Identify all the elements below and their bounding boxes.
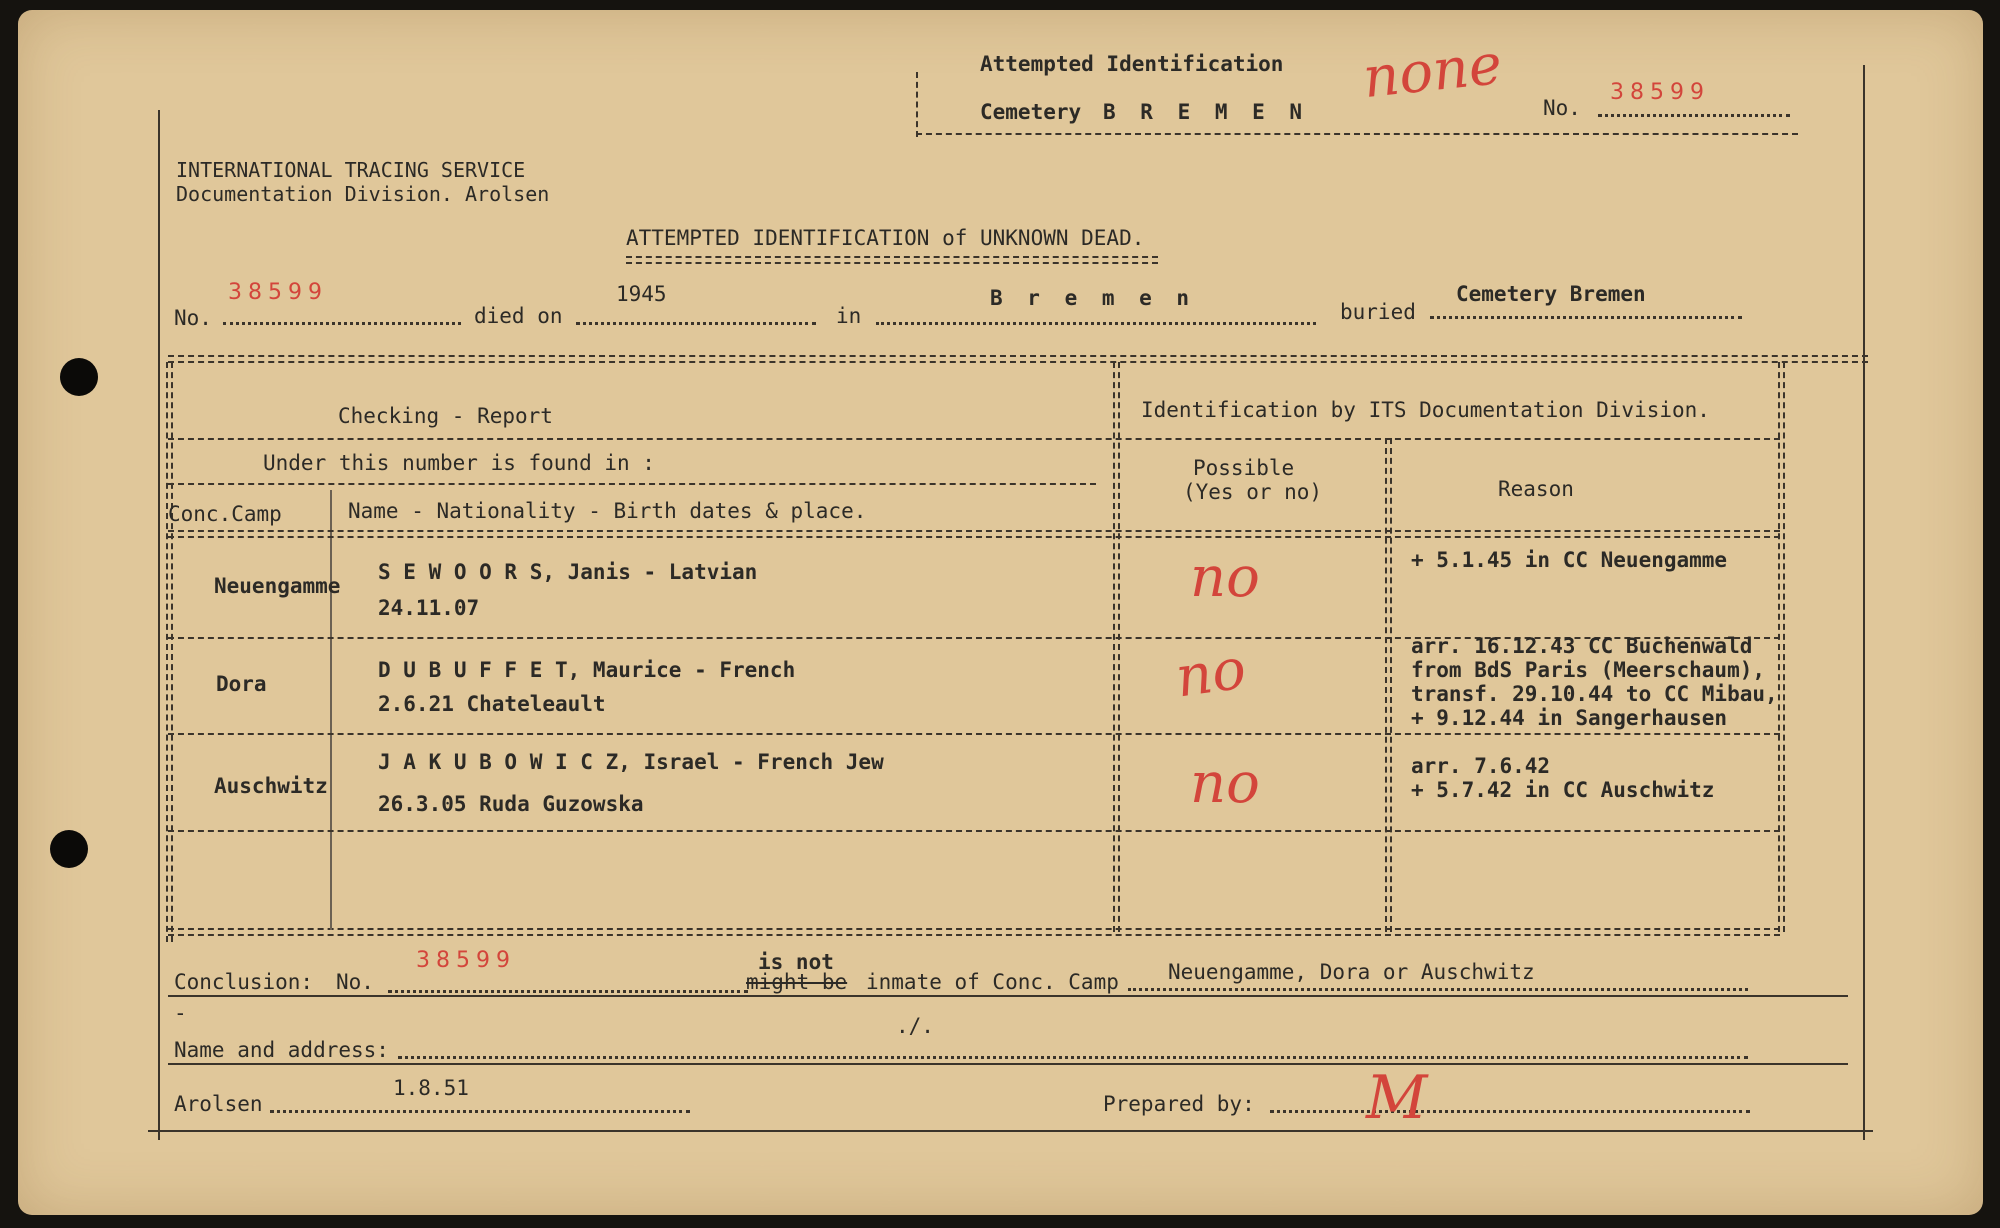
frame-right-line — [1863, 65, 1865, 1140]
row-1-possible: no — [1190, 545, 1260, 610]
cemetery-name: B R E M E N — [1103, 100, 1309, 124]
row-3-bottom-line — [168, 830, 1780, 832]
conclusion-camps-dots — [1128, 988, 1748, 991]
row-1-camp: Neuengamme — [214, 574, 341, 598]
row-2-camp: Dora — [216, 672, 267, 696]
title-underline — [626, 256, 1158, 264]
column-header-reason: Reason — [1498, 477, 1574, 501]
row-1-birth: 24.11.07 — [378, 596, 480, 620]
header-box-bottom — [916, 133, 1798, 135]
prepared-by-dots — [1270, 1110, 1750, 1113]
red-handwritten-mark: none — [1359, 31, 1505, 112]
row-2-reason-2: from BdS Paris (Meerschaum), — [1411, 658, 1766, 682]
conclusion-no-value: 38599 — [416, 948, 516, 973]
died-on-label: died on — [474, 304, 563, 328]
row-2-reason-3: transf. 29.10.44 to CC Mibau, — [1411, 682, 1778, 706]
row-2-bottom-line — [168, 733, 1780, 735]
row-3-camp: Auschwitz — [214, 774, 328, 798]
column-header-possible-2: (Yes or no) — [1183, 480, 1323, 504]
record-no-dots — [223, 322, 461, 325]
buried-dots — [1430, 316, 1742, 319]
row-2-possible: no — [1171, 636, 1250, 711]
table-right-line — [1778, 362, 1785, 932]
checking-report-header: Checking - Report — [338, 404, 553, 428]
row-2-reason-4: + 9.12.44 in Sangerhausen — [1411, 706, 1728, 730]
in-value: B r e m e n — [990, 286, 1196, 310]
died-on-dots — [576, 322, 816, 325]
conclusion-struck-text: might be — [746, 970, 848, 994]
header-no-dots — [1598, 114, 1790, 117]
punch-hole-bottom — [50, 830, 88, 868]
table-top-line — [168, 355, 1868, 363]
row-2-reason-1: arr. 16.12.43 CC Buchenwald — [1411, 634, 1753, 658]
died-on-value: 1945 — [616, 282, 667, 306]
conclusion-inmate-text: inmate of Conc. Camp — [866, 970, 1119, 994]
conclusion-no-label: No. — [336, 970, 374, 994]
table-mid-line — [1113, 362, 1120, 932]
under-number-label: Under this number is found in : — [263, 451, 655, 475]
conclusion-camps: Neuengamme, Dora or Auschwitz — [1168, 960, 1535, 984]
document-title: ATTEMPTED IDENTIFICATION of UNKNOWN DEAD. — [626, 226, 1145, 250]
footer-dash: - — [174, 1001, 187, 1025]
frame-left-line — [158, 110, 160, 1140]
name-address-label: Name and address: — [174, 1038, 389, 1062]
header-row-line — [168, 438, 1780, 440]
buried-label: buried — [1340, 300, 1416, 324]
cemetery-label: Cemetery — [980, 100, 1082, 124]
row-3-reason-1: arr. 7.6.42 — [1411, 754, 1551, 778]
prepared-by-label: Prepared by: — [1103, 1092, 1255, 1116]
identification-header: Identification by ITS Documentation Division. — [1141, 398, 1710, 422]
header-box-left — [916, 72, 918, 137]
column-header-line — [168, 530, 1780, 538]
table-left-line — [166, 362, 173, 942]
conclusion-no-dots — [388, 990, 748, 993]
column-header-possible-1: Possible — [1193, 456, 1295, 480]
table-bottom-line — [168, 928, 1780, 936]
attempted-identification-label: Attempted Identification — [980, 52, 1284, 76]
footer-place-dots — [270, 1110, 690, 1113]
header-no-value: 38599 — [1610, 80, 1710, 105]
row-1-reason-1: + 5.1.45 in CC Neuengamme — [1411, 548, 1728, 572]
row-3-birth: 26.3.05 Ruda Guzowska — [378, 792, 644, 816]
row-3-reason-2: + 5.7.42 in CC Auschwitz — [1411, 778, 1715, 802]
conclusion-label: Conclusion: — [174, 970, 314, 994]
organization-line-2: Documentation Division. Arolsen — [176, 182, 550, 206]
conclusion-rule — [168, 995, 1848, 997]
row-3-possible: no — [1190, 751, 1260, 816]
frame-bottom-line — [148, 1130, 1873, 1132]
table-camp-line — [330, 490, 332, 930]
in-dots — [876, 322, 1316, 325]
column-header-name: Name - Nationality - Birth dates & place. — [348, 499, 867, 523]
footer-date: 1.8.51 — [393, 1076, 469, 1100]
name-address-dots — [398, 1056, 1748, 1059]
in-label: in — [836, 304, 862, 328]
row-2-birth: 2.6.21 Chateleault — [378, 692, 606, 716]
name-address-rule — [168, 1063, 1848, 1065]
punch-hole-top — [60, 358, 98, 396]
conclusion-is-not: is not — [758, 950, 834, 974]
column-header-camp: Conc.Camp — [168, 502, 282, 526]
document-card — [18, 10, 1983, 1215]
prepared-by-initials: M — [1366, 1063, 1428, 1133]
row-1-name: S E W O O R S, Janis - Latvian — [378, 560, 758, 584]
row-3-name: J A K U B O W I C Z, Israel - French Jew — [378, 750, 884, 774]
organization-line-1: INTERNATIONAL TRACING SERVICE — [176, 158, 526, 182]
footer-place: Arolsen — [174, 1092, 263, 1116]
record-no-label: No. — [174, 306, 212, 330]
row-2-name: D U B U F F E T, Maurice - French — [378, 658, 796, 682]
header-no-label: No. — [1543, 96, 1581, 120]
buried-value: Cemetery Bremen — [1456, 282, 1646, 306]
footer-mark: ./. — [896, 1014, 934, 1038]
record-no-value: 38599 — [228, 280, 328, 305]
under-number-line — [168, 483, 1096, 485]
table-reason-line — [1385, 438, 1392, 932]
